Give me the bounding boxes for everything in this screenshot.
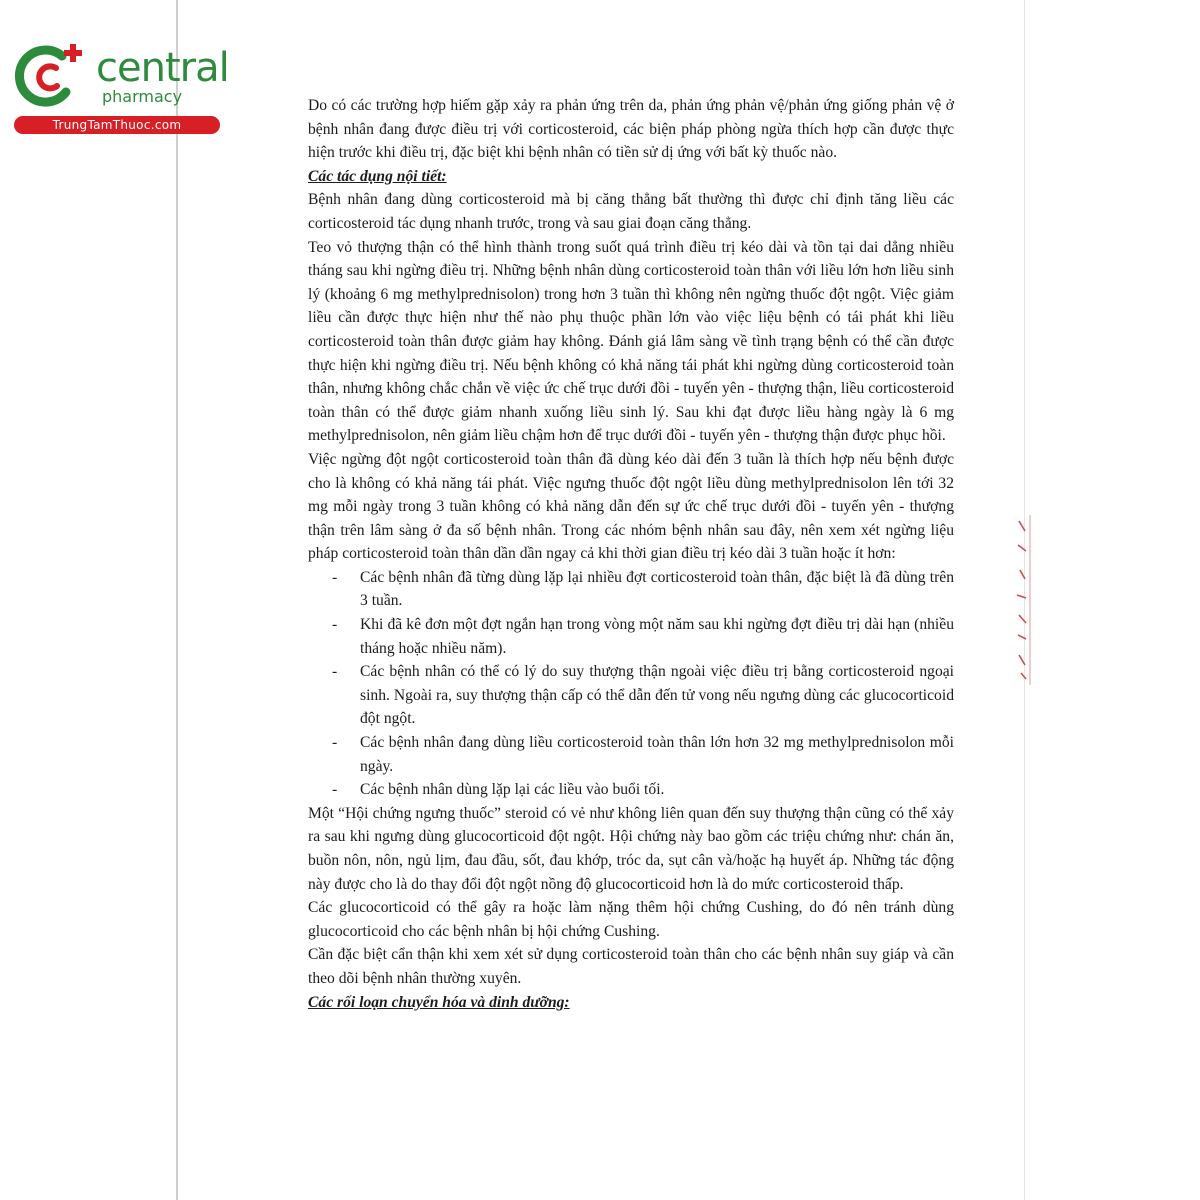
paragraph-adrenal-atrophy: Teo vỏ thượng thận có thể hình thành trong suốt quá trình điều trị kéo dài và tồn tại dai dẳng nhiều tháng sau khi ngừng điều trị. Những bệnh nhân dùng corticosteroid toàn thân với liều lớn hơn liều sinh lý (khoảng 6 mg methylprednisolon) trong hơn 3 tuần thì không nên ngừng thuốc đột ngột. Việc giảm liều cần được thực hiện như thế nào phụ thuộc phần lớn vào việc liệu bệnh có tái phát khi liều corticosteroid toàn thân được giảm hay không. Đánh giá lâm sàng về tình trạng bệnh có thể cần được thực hiện khi ngừng điều trị. Nếu bệnh không có khả năng tái phát khi ngừng dùng corticosteroid toàn thân, nhưng không chắc chắn về việc ức chế trục dưới đồi - tuyến yên - thượng thận, liều corticosteroid toàn thân có thể được giảm nhanh xuống liều sinh lý. Sau khi đạt được liều hàng ngày là 6 mg methylprednisolon, nên giảm liều chậm hơn để trục dưới đồi - tuyến yên - thượng thận được phục hồi. [308,238,954,445]
paragraph-abrupt-withdrawal: Việc ngừng đột ngột corticosteroid toàn thân đã dùng kéo dài đến 3 tuần là thích hợp nếu bệnh được cho là không có khả năng tái phát. Việc ngưng thuốc đột ngột liều dùng methylprednisolon lên tới 32 mg mỗi ngày trong 3 tuần không có khả năng dẫn đến sự ức chế trục dưới đồi - tuyến yên - thượng thận trên lâm sàng ở đa số bệnh nhân. Trong các nhóm bệnh nhân sau đây, nên xem xét ngừng liệu pháp corticosteroid toàn thân dần dần ngay cả khi thời gian điều trị kéo dài 3 tuần hoặc ít hơn: [308,450,954,563]
logo-name: central [96,45,229,91]
paragraph-hypothyroid: Cần đặc biệt cẩn thận khi xem xét sử dụng corticosteroid toàn thân cho các bệnh nhân suy giáp và cần theo dõi bệnh nhân thường xuyên. [308,946,954,987]
central-pharmacy-logo [10,36,229,136]
paragraph-withdrawal-syndrome: Một “Hội chứng ngưng thuốc” steroid có vẻ như không liên quan đến suy thượng thận cũng có thể xảy ra sau khi ngưng dùng glucocorticoid đột ngột. Hội chứng này bao gồm các triệu chứng như: chán ăn, buồn nôn, nôn, ngủ lịm, đau đầu, sốt, đau khớp, tróc da, sụt cân và/hoặc hạ huyết áp. Những tác động này được cho là do thay đổi đột ngột nồng độ glucocorticoid hơn là do mức corticosteroid thấp. [308,804,954,893]
list-item-text: Các bệnh nhân đang dùng liều corticosteroid toàn thân lớn hơn 32 mg methylprednisolon mỗi ngày. [360,734,954,775]
heading-endocrine-effects: Các tác dụng nội tiết: [308,167,447,185]
list-item [308,613,954,660]
patient-group-list [308,566,954,802]
list-dash: - [332,734,338,752]
logo-subtitle: pharmacy [102,87,183,106]
list-dash: - [332,663,338,681]
list-dash: - [332,781,338,799]
paragraph-intro: Do có các trường hợp hiếm gặp xảy ra phản ứng trên da, phản ứng phản vệ/phản ứng giống phản vệ ở bệnh nhân đang được điều trị với corticosteroid, các biện pháp phòng ngừa thích hợp cần được thực hiện trước khi điều trị, đặc biệt khi bệnh nhân có tiền sử dị ứng với bất kỳ thuốc nào. [308,97,954,162]
list-item-text: Khi đã kê đơn một đợt ngắn hạn trong vòng một năm sau khi ngừng đợt điều trị dài hạn (nhiều tháng hoặc nhiều năm). [360,616,954,657]
list-item-text: Các bệnh nhân dùng lặp lại các liều vào buổi tối. [360,781,665,799]
red-stamp-mark [1013,515,1033,685]
central-pharmacy-logo-icon [10,36,90,116]
document-page [308,94,954,1014]
scan-left-edge [176,0,178,1200]
list-item-text: Các bệnh nhân có thể có lý do suy thượng thận ngoài việc điều trị bằng corticosteroid ngoại sinh. Ngoài ra, suy thượng thận cấp có thể dẫn đến tử vong nếu ngưng dùng các glucocorticoid đột ngột. [360,663,954,728]
paragraph-cushing: Các glucocorticoid có thể gây ra hoặc làm nặng thêm hội chứng Cushing, do đó nên tránh dùng glucocorticoid cho các bệnh nhân bị hội chứng Cushing. [308,899,954,940]
list-item-text: Các bệnh nhân đã từng dùng lặp lại nhiều đợt corticosteroid toàn thân, đặc biệt là đã dùng trên 3 tuần. [360,568,954,610]
heading-metabolic-disorders: Các rối loạn chuyển hóa và dinh dưỡng: [308,993,570,1011]
list-item [308,660,954,731]
list-dash: - [332,568,338,586]
paragraph-stress: Bệnh nhân đang dùng corticosteroid mà bị căng thẳng bất thường thì được chỉ định tăng liều các corticosteroid tác dụng nhanh trước, trong và sau giai đoạn căng thẳng. [308,191,954,232]
list-item [308,731,954,778]
logo-url-banner: TrungTamThuoc.com [14,116,220,134]
list-item [308,566,954,613]
list-dash: - [332,616,338,634]
list-item [308,778,954,802]
